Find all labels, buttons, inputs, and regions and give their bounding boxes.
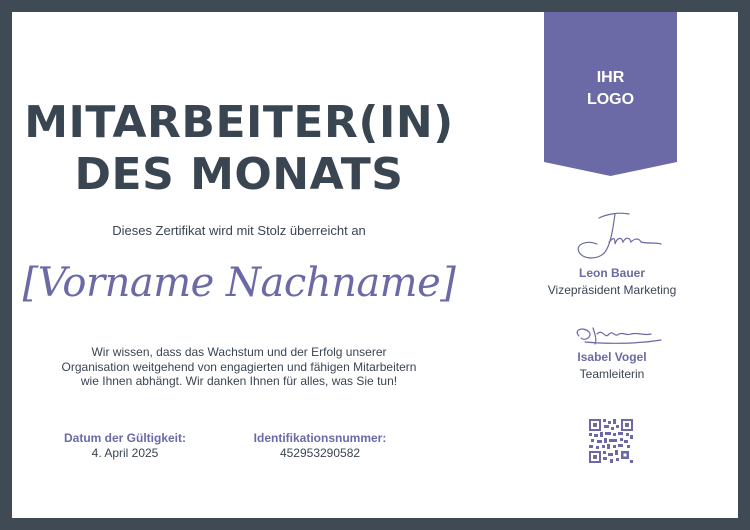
title-line-1: MITARBEITER(IN): [24, 97, 454, 148]
signature-block-2: [522, 318, 702, 382]
certificate-sheet: [12, 12, 738, 518]
signer-name-1: Leon Bauer: [578, 266, 645, 280]
date-label: Datum der Gültigkeit:: [63, 431, 186, 445]
logo-text: [544, 67, 677, 111]
signer-role-1: Vizepräsident Marketing: [547, 283, 677, 297]
qr-code-icon: [589, 419, 633, 463]
title-line-2: DES MONATS: [74, 149, 404, 200]
signature-block-1: [522, 208, 702, 298]
id-value: 452953290582: [279, 446, 361, 460]
signature-scribble-1: [557, 208, 667, 266]
signer-role-2: Teamleiterin: [579, 367, 645, 381]
presented-text: Dieses Zertifikat wird mit Stolz überreicht an: [112, 223, 366, 238]
certificate-title: [12, 97, 466, 201]
date-value: 4. April 2025: [91, 446, 159, 460]
logo-line-2: LOGO: [586, 91, 635, 108]
id-label: Identifikationsnummer:: [253, 431, 387, 445]
logo-line-1: IHR: [596, 69, 625, 86]
date-field: [45, 431, 205, 460]
id-field: [240, 431, 400, 460]
body-text: Wir wissen, dass das Wachstum und der Erfolg unserer Organisation weitgehend von engagierten und fähigen Mitarbeitern wie Ihnen abhängt. Wir danken Ihnen für alles, was Sie tun!: [61, 345, 417, 388]
recipient-name: [Vorname Nachname]: [22, 260, 456, 306]
signer-name-2: Isabel Vogel: [577, 350, 647, 364]
signature-scribble-2: [557, 318, 667, 350]
